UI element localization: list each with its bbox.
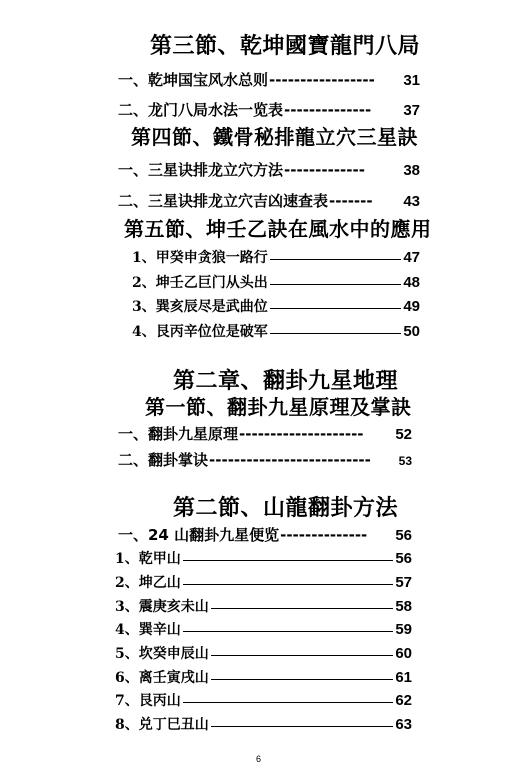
toc-entry — [115, 670, 412, 685]
entry-page-number: 47 — [403, 249, 420, 266]
leader-line — [183, 584, 394, 585]
entry-page-number: 49 — [403, 298, 420, 315]
entry-page-number: 31 — [403, 72, 420, 89]
entry-page-number: 52 — [395, 426, 412, 443]
entry-label: 1、甲癸申贪狼一路行 — [132, 250, 268, 266]
dot-leader: ----------------- — [269, 73, 375, 88]
footer-page-number: 6 — [255, 754, 261, 764]
entry-label: 一、24 山翻卦九星便览 — [118, 526, 280, 544]
chapter-heading: 第二章、翻卦九星地理 — [173, 369, 399, 394]
toc-entry — [118, 453, 412, 468]
entry-page-number: 56 — [395, 550, 412, 567]
leader-line — [211, 608, 394, 609]
leader-line — [211, 679, 394, 680]
leader-line — [270, 333, 402, 334]
toc-entry — [115, 575, 412, 590]
entry-label: 2、坤壬乙巨门从头出 — [132, 275, 268, 291]
entry-label: 二、龙门八局水法一览表 — [118, 101, 284, 119]
leader-line — [270, 308, 402, 309]
toc-entry — [118, 528, 412, 543]
leader-line — [183, 560, 394, 561]
leader-line — [183, 631, 394, 632]
toc-entry — [115, 646, 412, 661]
entry-page-number: 38 — [403, 162, 420, 179]
entry-label: 7、艮丙山 — [115, 693, 181, 709]
toc-entry — [118, 73, 420, 88]
toc-entry — [115, 551, 412, 566]
dot-leader: -------------- — [280, 528, 368, 543]
entry-label: 二、翻卦掌诀 — [118, 451, 209, 469]
leader-line — [183, 702, 394, 703]
toc-entry — [118, 103, 420, 118]
entry-label: 5、坎癸申辰山 — [115, 646, 209, 662]
entry-label: 一、乾坤国宝风水总则 — [118, 71, 269, 89]
entry-label: 4、艮丙辛位位是破军 — [132, 324, 268, 340]
toc-entry — [118, 194, 420, 209]
entry-page-number: 58 — [395, 598, 412, 615]
toc-entry — [118, 427, 412, 442]
entry-page-number: 53 — [398, 454, 412, 468]
leader-line — [211, 726, 394, 727]
entry-label: 一、翻卦九星原理 — [118, 425, 239, 443]
entry-page-number: 56 — [395, 527, 412, 544]
section-heading: 第五節、坤壬乙訣在風水中的應用 — [124, 217, 432, 241]
entry-page-number: 57 — [395, 574, 412, 591]
entry-page-number: 63 — [395, 716, 412, 733]
section-heading: 第三節、乾坤國寶龍門八局 — [150, 34, 421, 59]
entry-page-number: 59 — [395, 621, 412, 638]
entry-label: 2、坤乙山 — [115, 575, 181, 591]
entry-label: 3、巽亥辰尽是武曲位 — [132, 299, 268, 315]
dot-leader: ------- — [329, 194, 373, 209]
entry-page-number: 48 — [403, 274, 420, 291]
entry-page-number: 37 — [403, 102, 420, 119]
dot-leader: -------------- — [284, 103, 372, 118]
toc-entry — [115, 599, 412, 614]
section-heading: 第二節、山龍翻卦方法 — [173, 496, 399, 521]
entry-page-number: 61 — [395, 669, 412, 686]
leader-line — [270, 259, 402, 260]
entry-label: 一、三星诀排龙立穴方法 — [118, 161, 284, 179]
toc-entry — [132, 324, 420, 339]
toc-entry — [118, 163, 420, 178]
entry-label: 4、巽辛山 — [115, 622, 181, 638]
entry-label: 3、震庚亥未山 — [115, 599, 209, 615]
leader-line — [211, 655, 394, 656]
entry-label: 二、三星诀排龙立穴吉凶速查表 — [118, 192, 329, 210]
entry-page-number: 62 — [395, 692, 412, 709]
dot-leader: -------------------------- — [209, 453, 371, 468]
entry-label: 1、乾甲山 — [115, 551, 181, 567]
entry-page-number: 43 — [403, 193, 420, 210]
entry-label: 6、离壬寅戌山 — [115, 670, 209, 686]
entry-page-number: 50 — [403, 323, 420, 340]
toc-entry — [132, 275, 420, 290]
leader-line — [270, 284, 402, 285]
toc-entry — [132, 299, 420, 314]
toc-entry — [115, 717, 412, 732]
dot-leader: ------------- — [284, 163, 365, 178]
toc-entry — [115, 622, 412, 637]
toc-entry — [115, 693, 412, 708]
toc-entry — [132, 250, 420, 265]
section-heading: 第四節、鐵骨秘排龍立穴三星訣 — [131, 125, 418, 149]
entry-label: 8、兑丁巳丑山 — [115, 717, 209, 733]
entry-page-number: 60 — [395, 645, 412, 662]
dot-leader: -------------------- — [239, 427, 364, 442]
section-heading: 第一節、翻卦九星原理及掌訣 — [145, 395, 412, 419]
